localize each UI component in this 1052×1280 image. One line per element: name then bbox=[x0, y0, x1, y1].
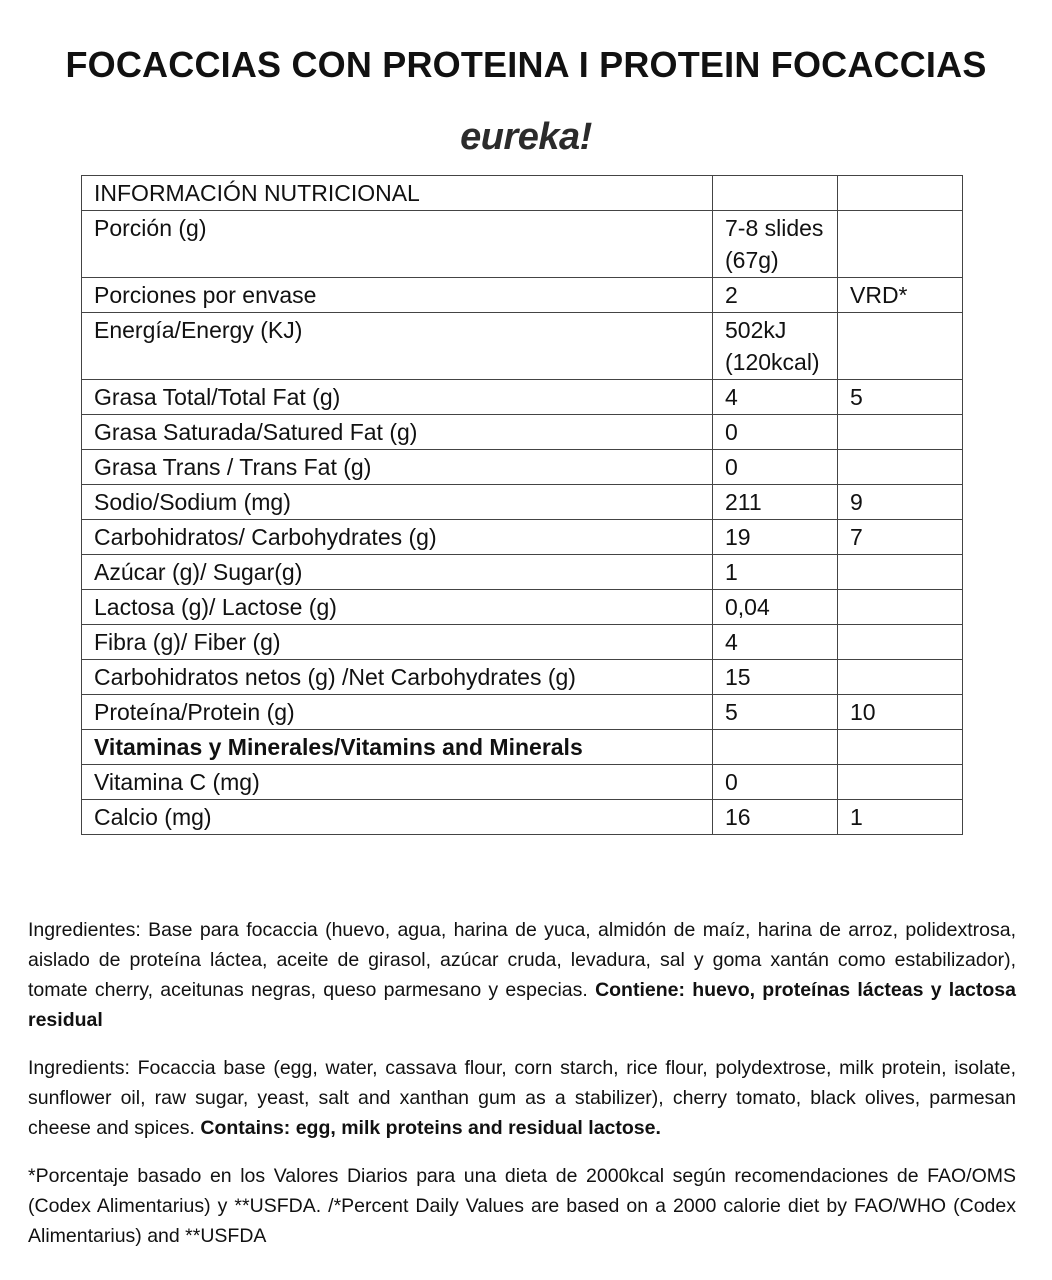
table-header-vrd bbox=[838, 176, 963, 211]
row-value: 16 bbox=[713, 800, 838, 835]
table-header-value bbox=[713, 176, 838, 211]
row-value: 5 bbox=[713, 695, 838, 730]
page-title: FOCACCIAS CON PROTEINA I PROTEIN FOCACCIAS bbox=[65, 44, 987, 85]
row-vrd bbox=[838, 313, 963, 380]
row-label: Proteína/Protein (g) bbox=[82, 695, 713, 730]
table-row bbox=[82, 211, 963, 278]
table-row bbox=[82, 625, 963, 660]
table-row bbox=[82, 555, 963, 590]
row-vrd bbox=[838, 211, 963, 278]
table-row bbox=[82, 695, 963, 730]
row-label: Porción (g) bbox=[82, 211, 713, 278]
section-label: Vitaminas y Minerales/Vitamins and Minerals bbox=[82, 730, 713, 765]
row-vrd bbox=[838, 590, 963, 625]
row-label: Grasa Trans / Trans Fat (g) bbox=[82, 450, 713, 485]
row-value: 211 bbox=[713, 485, 838, 520]
allergens-english: Contains: egg, milk proteins and residual lactose. bbox=[200, 1117, 661, 1139]
row-vrd: 5 bbox=[838, 380, 963, 415]
row-label: Carbohidratos/ Carbohydrates (g) bbox=[82, 520, 713, 555]
row-vrd bbox=[838, 765, 963, 800]
row-vrd: 7 bbox=[838, 520, 963, 555]
ingredients-english-text: Ingredients: Focaccia base (egg, water, cassava flour, corn starch, rice flour, polydextrose, milk protein, isolate, sunflower oil, raw sugar, yeast, salt and xanthan gum as a stabilizer), cherry tomato, black olives, parmesan cheese and spices. bbox=[28, 1057, 1016, 1139]
table-row bbox=[82, 800, 963, 835]
row-vrd: VRD* bbox=[838, 278, 963, 313]
row-label: Sodio/Sodium (mg) bbox=[82, 485, 713, 520]
row-vrd: 1 bbox=[838, 800, 963, 835]
ingredients-spanish bbox=[28, 915, 1016, 1035]
row-label: Azúcar (g)/ Sugar(g) bbox=[82, 555, 713, 590]
table-row bbox=[82, 590, 963, 625]
table-row bbox=[82, 660, 963, 695]
row-vrd: 10 bbox=[838, 695, 963, 730]
footnote: *Porcentaje basado en los Valores Diarios para una dieta de 2000kcal según recomendaciones de FAO/OMS (Codex Alimentarius) y **USFDA. /*Percent Daily Values are based on a 2000 calorie diet by FAO/WHO (Codex Alimentarius) and **USFDA bbox=[28, 1165, 1016, 1247]
allergens-spanish: Contiene: huevo, proteínas lácteas y lactosa residual bbox=[28, 979, 1016, 1031]
row-vrd bbox=[838, 660, 963, 695]
row-label: Grasa Saturada/Satured Fat (g) bbox=[82, 415, 713, 450]
row-value: 19 bbox=[713, 520, 838, 555]
row-value: 0,04 bbox=[713, 590, 838, 625]
table-header-label: INFORMACIÓN NUTRICIONAL bbox=[82, 176, 713, 211]
row-vrd bbox=[838, 625, 963, 660]
row-value: 2 bbox=[713, 278, 838, 313]
row-value: 0 bbox=[713, 415, 838, 450]
row-value: 7-8 slides (67g) bbox=[713, 211, 838, 278]
row-label: Carbohidratos netos (g) /Net Carbohydrates (g) bbox=[82, 660, 713, 695]
row-vrd bbox=[838, 555, 963, 590]
table-row bbox=[82, 415, 963, 450]
table-row bbox=[82, 380, 963, 415]
table-row bbox=[82, 278, 963, 313]
row-value: 0 bbox=[713, 450, 838, 485]
row-label: Calcio (mg) bbox=[82, 800, 713, 835]
row-value: 502kJ (120kcal) bbox=[713, 313, 838, 380]
row-vrd: 9 bbox=[838, 485, 963, 520]
table-row bbox=[82, 485, 963, 520]
brand-logo: eureka! bbox=[460, 116, 592, 158]
row-label: Porciones por envase bbox=[82, 278, 713, 313]
row-value: 4 bbox=[713, 380, 838, 415]
table-row bbox=[82, 520, 963, 555]
table-row bbox=[82, 313, 963, 380]
table-section-row bbox=[82, 730, 963, 765]
ingredients-english bbox=[28, 1053, 1016, 1143]
row-label: Vitamina C (mg) bbox=[82, 765, 713, 800]
row-vrd bbox=[838, 450, 963, 485]
nutrition-table bbox=[81, 175, 963, 835]
table-row bbox=[82, 450, 963, 485]
row-label: Fibra (g)/ Fiber (g) bbox=[82, 625, 713, 660]
row-vrd bbox=[838, 730, 963, 765]
row-label: Energía/Energy (KJ) bbox=[82, 313, 713, 380]
table-row bbox=[82, 765, 963, 800]
row-value: 1 bbox=[713, 555, 838, 590]
row-value: 0 bbox=[713, 765, 838, 800]
row-label: Lactosa (g)/ Lactose (g) bbox=[82, 590, 713, 625]
row-vrd bbox=[838, 415, 963, 450]
table-header-row bbox=[82, 176, 963, 211]
row-label: Grasa Total/Total Fat (g) bbox=[82, 380, 713, 415]
ingredients-spanish-text: Ingredientes: Base para focaccia (huevo, agua, harina de yuca, almidón de maíz, harina de arroz, polidextrosa, aislado de proteína láctea, aceite de girasol, azúcar cruda, levadura, sal y goma xantán como estabilizador), tomate cherry, aceitunas negras, queso parmesano y especias. bbox=[28, 919, 1016, 1001]
row-value: 4 bbox=[713, 625, 838, 660]
row-value bbox=[713, 730, 838, 765]
row-value: 15 bbox=[713, 660, 838, 695]
